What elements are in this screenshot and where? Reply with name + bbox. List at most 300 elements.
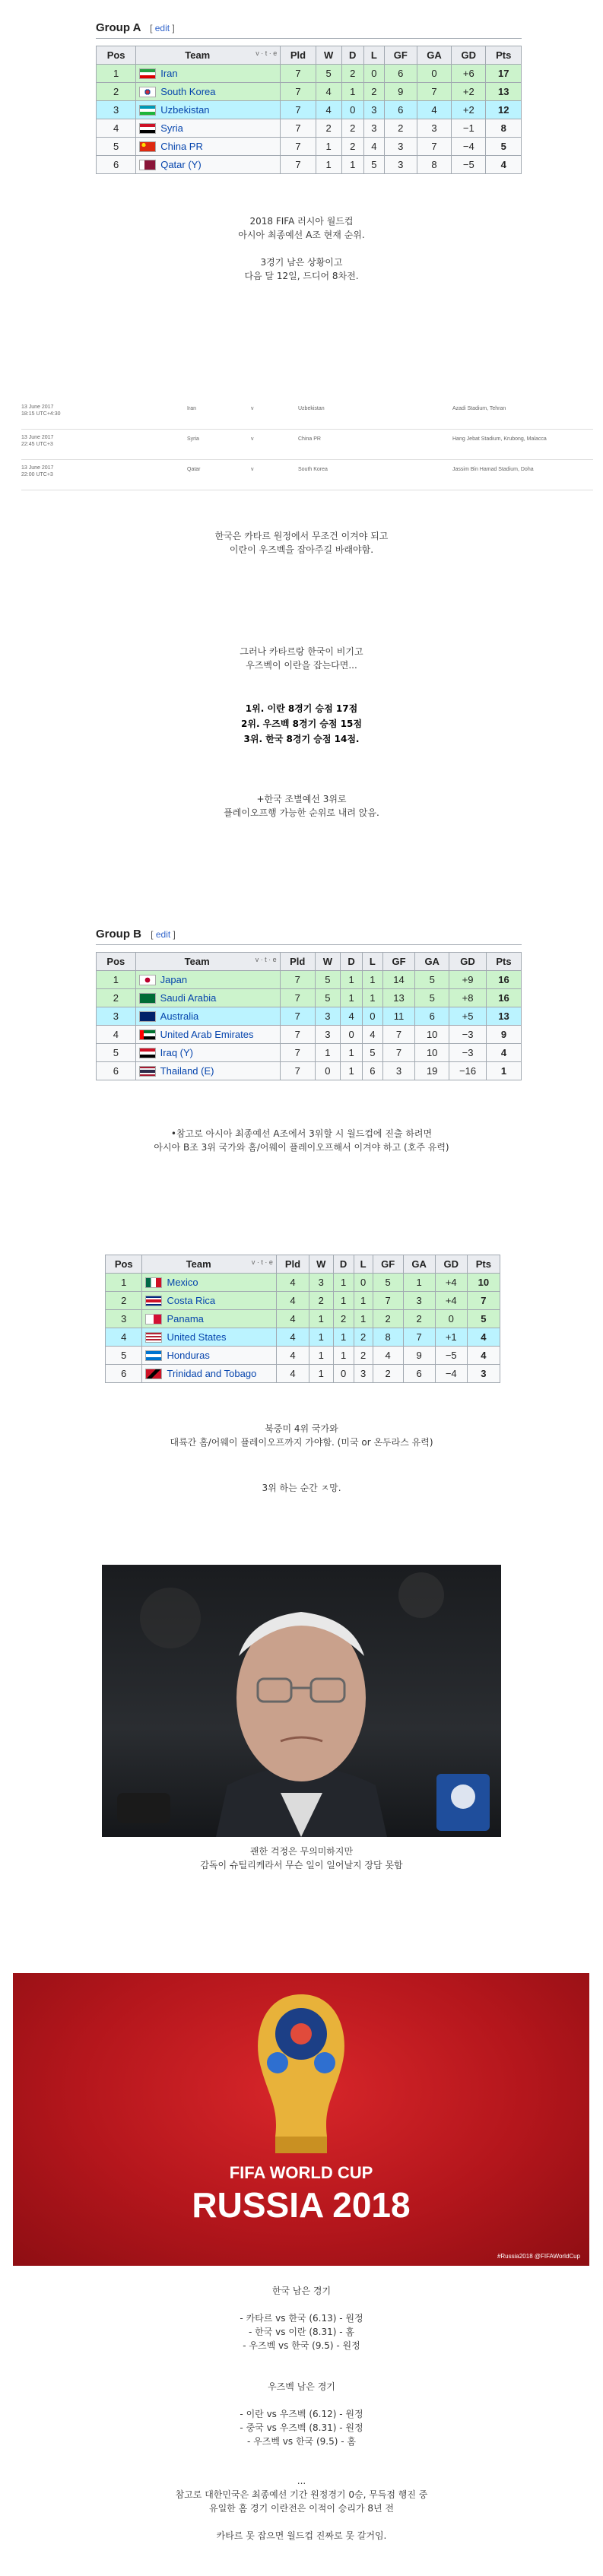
team-cell <box>142 1274 276 1292</box>
w-cell: 1 <box>316 156 341 174</box>
gf-cell: 7 <box>373 1292 403 1310</box>
pts-cell: 16 <box>486 971 521 989</box>
w-cell: 4 <box>316 83 341 101</box>
w-cell: 1 <box>316 138 341 156</box>
column-header: W <box>315 953 340 971</box>
gf-cell: 2 <box>373 1365 403 1383</box>
group-b-title: Group B <box>96 928 141 941</box>
pts-cell: 5 <box>486 138 522 156</box>
pld-cell: 7 <box>281 101 316 119</box>
l-cell: 4 <box>363 138 384 156</box>
l-cell: 0 <box>363 65 384 83</box>
pld-cell: 4 <box>276 1347 309 1365</box>
w-cell: 1 <box>309 1365 333 1383</box>
vte-links[interactable]: v · t · e <box>255 49 278 57</box>
mexico-flag-icon <box>145 1277 162 1288</box>
caption-line: 그러나 카타르랑 한국이 비기고 <box>240 646 363 657</box>
gf-cell: 3 <box>384 156 417 174</box>
caption-line: ... <box>297 2476 306 2486</box>
pos-cell: 6 <box>106 1365 142 1383</box>
match-away[interactable]: Uzbekistan <box>298 406 325 411</box>
team-link[interactable]: Saudi Arabia <box>160 991 217 1004</box>
ga-cell: 9 <box>403 1347 435 1365</box>
l-cell: 5 <box>363 156 384 174</box>
column-header: GF <box>384 46 417 65</box>
column-header: GF <box>373 1255 403 1274</box>
gd-cell: 0 <box>435 1310 467 1328</box>
column-header: W <box>316 46 341 65</box>
caption-line: +한국 조별예선 3위로 <box>256 794 347 804</box>
caption-line: •참고로 아시아 최종예선 A조에서 3위할 시 월드컵에 진출 하려면 <box>170 1128 433 1139</box>
match-date: 13 June 2017 <box>21 435 54 440</box>
pos-cell: 5 <box>97 138 136 156</box>
column-header: Pos <box>106 1255 142 1274</box>
match-row <box>0 404 603 427</box>
w-cell: 3 <box>315 1007 340 1026</box>
gf-cell: 9 <box>384 83 417 101</box>
pts-cell: 4 <box>467 1347 500 1365</box>
column-header: W <box>309 1255 333 1274</box>
pos-cell: 5 <box>97 1044 136 1062</box>
pld-cell: 7 <box>280 1026 315 1044</box>
match-home[interactable]: Iran <box>187 406 197 411</box>
team-cell <box>135 1026 280 1044</box>
pts-cell: 12 <box>486 101 522 119</box>
gd-cell: +2 <box>452 83 486 101</box>
table-row <box>97 1062 522 1080</box>
column-header: Pos <box>97 46 136 65</box>
group-b-edit-link[interactable]: edit <box>155 929 171 940</box>
caption-line: - 카타르 vs 한국 (6.13) - 원정 <box>240 2313 363 2324</box>
poster-line2: RUSSIA 2018 <box>192 2185 411 2225</box>
team-link[interactable]: Japan <box>160 973 188 985</box>
gf-cell: 6 <box>384 101 417 119</box>
d-cell: 1 <box>341 989 363 1007</box>
d-cell: 0 <box>341 1026 363 1044</box>
l-cell: 1 <box>354 1310 373 1328</box>
pos-cell: 1 <box>97 65 136 83</box>
caption-line: 북중미 4위 국가와 <box>265 1423 338 1434</box>
pld-cell: 7 <box>281 138 316 156</box>
caption-line: 2018 FIFA 러시아 월드컵 <box>249 216 354 227</box>
column-header: GA <box>417 46 451 65</box>
l-cell: 2 <box>354 1328 373 1347</box>
column-header: Pld <box>276 1255 309 1274</box>
ga-cell: 3 <box>403 1292 435 1310</box>
edit-link-wrap: [ edit ] <box>150 23 175 33</box>
pos-cell: 6 <box>97 1062 136 1080</box>
caption-line: 괜한 걱정은 무의미하지만 <box>249 1846 354 1857</box>
pos-cell: 1 <box>97 971 136 989</box>
caption-line: - 우즈벡 vs 한국 (9.5) - 원정 <box>243 2340 360 2351</box>
gf-cell: 14 <box>382 971 415 989</box>
pts-cell: 16 <box>486 989 521 1007</box>
match-venue: Azadi Stadium, Tehran <box>452 406 506 411</box>
costa-rica-flag-icon <box>145 1296 162 1306</box>
world-cup-poster <box>13 1973 589 2266</box>
column-header: Pos <box>97 953 136 971</box>
d-cell: 2 <box>341 119 363 138</box>
pos-cell: 6 <box>97 156 136 174</box>
w-cell: 5 <box>316 65 341 83</box>
trinidad-flag-icon <box>145 1369 162 1379</box>
table-row <box>97 1044 522 1062</box>
ga-cell: 5 <box>415 989 449 1007</box>
caption-line: - 우즈벡 vs 한국 (9.5) - 홈 <box>247 2436 356 2447</box>
iran-flag-icon <box>139 68 156 79</box>
l-cell: 3 <box>363 119 384 138</box>
team-cell <box>136 119 281 138</box>
ga-cell: 0 <box>417 65 451 83</box>
china-flag-icon <box>139 141 156 152</box>
w-cell: 3 <box>315 1026 340 1044</box>
vte-links[interactable]: v · t · e <box>251 1258 273 1266</box>
ga-cell: 7 <box>417 83 451 101</box>
team-link[interactable]: United States <box>167 1331 227 1343</box>
pts-cell: 7 <box>467 1292 500 1310</box>
gd-cell: +4 <box>435 1292 467 1310</box>
pld-cell: 7 <box>280 1062 315 1080</box>
w-cell: 4 <box>316 101 341 119</box>
table-row <box>106 1274 500 1292</box>
pld-cell: 7 <box>280 1044 315 1062</box>
column-header: Team v · t · e <box>135 953 280 971</box>
pts-cell: 4 <box>486 1044 521 1062</box>
column-header: Team v · t · e <box>142 1255 276 1274</box>
scenario-standings <box>0 701 603 747</box>
match-venue: Hang Jebat Stadium, Krubong, Malacca <box>452 436 547 442</box>
d-cell: 0 <box>333 1365 354 1383</box>
ga-cell: 1 <box>403 1274 435 1292</box>
table-row <box>106 1292 500 1310</box>
team-link[interactable]: Iraq (Y) <box>160 1046 193 1058</box>
saudi-arabia-flag-icon <box>139 993 156 1004</box>
column-header: L <box>354 1255 373 1274</box>
versus-mark: v <box>251 467 254 472</box>
pld-cell: 4 <box>276 1310 309 1328</box>
team-link[interactable]: Thailand (E) <box>160 1064 214 1077</box>
column-header: D <box>341 953 363 971</box>
ga-cell: 8 <box>417 156 451 174</box>
l-cell: 4 <box>363 1026 383 1044</box>
pos-cell: 2 <box>97 83 136 101</box>
pld-cell: 4 <box>276 1328 309 1347</box>
pld-cell: 4 <box>276 1292 309 1310</box>
versus-mark: v <box>251 406 254 411</box>
table-row <box>97 83 522 101</box>
team-cell <box>142 1310 276 1328</box>
match-date: 13 June 2017 <box>21 404 54 410</box>
d-cell: 4 <box>341 1007 363 1026</box>
japan-flag-icon <box>139 975 156 985</box>
match-away[interactable]: South Korea <box>298 467 328 472</box>
gf-cell: 13 <box>382 989 415 1007</box>
d-cell: 1 <box>333 1292 354 1310</box>
w-cell: 1 <box>315 1044 340 1062</box>
gd-cell: −4 <box>452 138 486 156</box>
table-row <box>97 156 522 174</box>
column-header: D <box>333 1255 354 1274</box>
ga-cell: 2 <box>403 1310 435 1328</box>
caption-line: 참고로 대한민국은 최종예선 기간 원정경기 0승, 무득점 행진 중 <box>175 2489 428 2500</box>
pts-cell: 5 <box>467 1310 500 1328</box>
l-cell: 2 <box>363 83 384 101</box>
l-cell: 5 <box>363 1044 383 1062</box>
pos-cell: 1 <box>106 1274 142 1292</box>
panama-flag-icon <box>145 1314 162 1324</box>
l-cell: 0 <box>354 1274 373 1292</box>
l-cell: 2 <box>354 1347 373 1365</box>
uae-flag-icon <box>139 1029 156 1040</box>
group-b-heading <box>96 928 176 941</box>
caption-line: 아시아 최종예선 A조 현재 순위. <box>238 230 365 240</box>
ga-cell: 7 <box>403 1328 435 1347</box>
ga-cell: 6 <box>403 1365 435 1383</box>
gf-cell: 11 <box>382 1007 415 1026</box>
column-header: Pts <box>486 46 522 65</box>
gf-cell: 6 <box>384 65 417 83</box>
ga-cell: 10 <box>415 1044 449 1062</box>
team-link[interactable]: Panama <box>167 1312 204 1324</box>
pld-cell: 7 <box>280 989 315 1007</box>
team-cell <box>136 156 281 174</box>
d-cell: 1 <box>341 83 363 101</box>
table-row <box>106 1347 500 1365</box>
match-away[interactable]: China PR <box>298 436 321 442</box>
d-cell: 1 <box>333 1347 354 1365</box>
pts-cell: 4 <box>486 156 522 174</box>
table-row <box>97 971 522 989</box>
group-b-table <box>96 952 522 1080</box>
w-cell: 5 <box>315 971 340 989</box>
pts-cell: 4 <box>467 1328 500 1347</box>
d-cell: 1 <box>341 156 363 174</box>
gf-cell: 7 <box>382 1026 415 1044</box>
group-a-heading <box>96 21 175 34</box>
ga-cell: 6 <box>415 1007 449 1026</box>
gd-cell: −3 <box>449 1026 487 1044</box>
team-cell <box>142 1347 276 1365</box>
team-link[interactable]: China PR <box>160 140 203 152</box>
w-cell: 1 <box>309 1310 333 1328</box>
l-cell: 3 <box>363 101 384 119</box>
d-cell: 1 <box>333 1328 354 1347</box>
team-cell <box>136 138 281 156</box>
pts-cell: 17 <box>486 65 522 83</box>
column-header: L <box>363 953 383 971</box>
gd-cell: −1 <box>452 119 486 138</box>
honduras-flag-icon <box>145 1350 162 1361</box>
group-b-caption <box>0 1127 603 1154</box>
team-cell <box>142 1292 276 1310</box>
w-cell: 5 <box>315 989 340 1007</box>
ga-cell: 4 <box>417 101 451 119</box>
d-cell: 2 <box>341 138 363 156</box>
group-a-caption <box>0 214 603 283</box>
team-link[interactable]: Syria <box>160 122 183 134</box>
caption-line: 이란이 우즈벡을 잡아주길 바래야함. <box>229 544 374 555</box>
poster-social: #Russia2018 @FIFAWorldCup <box>497 2253 580 2260</box>
gf-cell: 3 <box>384 138 417 156</box>
gd-cell: +2 <box>452 101 486 119</box>
ga-cell: 3 <box>417 119 451 138</box>
scenario-caption <box>0 529 603 557</box>
match-divider <box>21 429 593 430</box>
caption-line: 3위. 한국 8경기 승점 14점. <box>243 734 360 744</box>
team-cell <box>142 1365 276 1383</box>
ga-cell: 19 <box>415 1062 449 1080</box>
table-row <box>97 138 522 156</box>
team-link[interactable]: Qatar (Y) <box>160 158 202 170</box>
coach-portrait-svg <box>102 1565 501 1837</box>
team-cell <box>142 1328 276 1347</box>
gd-cell: +9 <box>449 971 487 989</box>
team-link[interactable]: South Korea <box>160 85 216 97</box>
match-home[interactable]: Qatar <box>187 467 201 472</box>
caption-line <box>0 2515 603 2529</box>
pts-cell: 1 <box>486 1062 521 1080</box>
match-home[interactable]: Syria <box>187 436 199 442</box>
heading-divider <box>96 38 522 39</box>
pts-cell: 3 <box>467 1365 500 1383</box>
team-link[interactable]: Costa Rica <box>167 1294 216 1306</box>
pos-cell: 3 <box>97 101 136 119</box>
team-link[interactable]: Iran <box>160 67 178 79</box>
pos-cell: 4 <box>97 1026 136 1044</box>
gd-cell: −4 <box>435 1365 467 1383</box>
d-cell: 1 <box>341 1044 363 1062</box>
team-link[interactable]: Trinidad and Tobago <box>167 1367 257 1379</box>
match-divider <box>21 459 593 460</box>
column-header: GA <box>415 953 449 971</box>
team-link[interactable]: Honduras <box>167 1349 210 1361</box>
match-time: 22:45 UTC+3 <box>21 442 53 447</box>
pts-cell: 13 <box>486 1007 521 1026</box>
ga-cell: 5 <box>415 971 449 989</box>
pld-cell: 4 <box>276 1365 309 1383</box>
l-cell: 1 <box>363 971 383 989</box>
pos-cell: 4 <box>106 1328 142 1347</box>
photo-caption <box>0 1845 603 1872</box>
vte-links[interactable]: v · t · e <box>255 956 277 963</box>
last-caption: 3위 하는 순간 ㅈ망. <box>262 1483 341 1493</box>
l-cell: 1 <box>363 989 383 1007</box>
w-cell: 3 <box>309 1274 333 1292</box>
l-cell: 0 <box>363 1007 383 1026</box>
d-cell: 2 <box>341 65 363 83</box>
match-time: 18:15 UTC+4:30 <box>21 411 61 417</box>
edit-link-wrap: [ edit ] <box>151 929 176 940</box>
poster-line1: FIFA WORLD CUP <box>229 2163 373 2182</box>
pos-cell: 3 <box>97 1007 136 1026</box>
pld-cell: 7 <box>281 83 316 101</box>
table-row <box>106 1365 500 1383</box>
team-cell <box>135 1007 280 1026</box>
d-cell: 1 <box>333 1274 354 1292</box>
versus-mark: v <box>251 436 254 442</box>
d-cell: 0 <box>341 101 363 119</box>
caption-line: 대륙간 홈/어웨이 플레이오프까지 가야함. (미국 or 온두라스 유력) <box>170 1437 433 1448</box>
team-link[interactable]: Mexico <box>167 1276 198 1288</box>
pos-cell: 2 <box>97 989 136 1007</box>
team-cell <box>135 971 280 989</box>
match-row <box>0 435 603 458</box>
team-cell <box>135 1044 280 1062</box>
gf-cell: 3 <box>382 1062 415 1080</box>
scenario-caption-2 <box>0 645 603 672</box>
gd-cell: +4 <box>435 1274 467 1292</box>
l-cell: 1 <box>354 1292 373 1310</box>
w-cell: 2 <box>309 1292 333 1310</box>
column-header: Pts <box>467 1255 500 1274</box>
team-cell <box>136 101 281 119</box>
d-cell: 1 <box>341 971 363 989</box>
gd-cell: +5 <box>449 1007 487 1026</box>
team-link[interactable]: United Arab Emirates <box>160 1028 254 1040</box>
caption-line: 감독이 슈틸리케라서 무슨 일이 일어날지 장담 못함 <box>200 1860 403 1870</box>
pld-cell: 7 <box>281 156 316 174</box>
match-time: 22:00 UTC+3 <box>21 472 53 477</box>
gf-cell: 5 <box>373 1274 403 1292</box>
gd-cell: −5 <box>435 1347 467 1365</box>
caption-line: 플레이오프행 가능한 순위로 내려 앉음. <box>224 807 379 818</box>
caption-line: 유일한 홈 경기 이란전은 이적이 승리가 8년 전 <box>209 2503 394 2514</box>
gd-cell: −5 <box>452 156 486 174</box>
caption-line: - 중국 vs 우즈벡 (8.31) - 원정 <box>240 2422 363 2433</box>
australia-flag-icon <box>139 1011 156 1022</box>
caption-line <box>0 242 603 255</box>
caption-line: - 한국 vs 이란 (8.31) - 홈 <box>249 2327 354 2337</box>
concacaf-caption <box>0 1422 603 1449</box>
column-header: Pld <box>281 46 316 65</box>
table-row <box>97 119 522 138</box>
gf-cell: 4 <box>373 1347 403 1365</box>
gd-cell: +1 <box>435 1328 467 1347</box>
caption-line: 아시아 B조 3위 국가와 홈/어웨이 플레이오프해서 이겨야 하고 (호주 유력) <box>154 1142 449 1153</box>
pos-cell: 2 <box>106 1292 142 1310</box>
team-link[interactable]: Uzbekistan <box>160 103 210 116</box>
w-cell: 1 <box>309 1328 333 1347</box>
south-korea-flag-icon <box>139 87 156 97</box>
column-header: GD <box>435 1255 467 1274</box>
table-row <box>97 989 522 1007</box>
group-a-edit-link[interactable]: edit <box>154 23 170 33</box>
caption-line: 한국은 카타르 원정에서 무조건 이겨야 되고 <box>214 531 389 541</box>
pts-cell: 9 <box>486 1026 521 1044</box>
team-cell <box>135 1062 280 1080</box>
pts-cell: 13 <box>486 83 522 101</box>
pos-cell: 4 <box>97 119 136 138</box>
gd-cell: +8 <box>449 989 487 1007</box>
column-header: Pld <box>280 953 315 971</box>
team-link[interactable]: Australia <box>160 1010 199 1022</box>
team-cell <box>136 65 281 83</box>
pld-cell: 7 <box>280 971 315 989</box>
w-cell: 1 <box>309 1347 333 1365</box>
pld-cell: 7 <box>281 65 316 83</box>
pos-cell: 5 <box>106 1347 142 1365</box>
caption-line: 우즈벡이 이란을 잡는다면... <box>246 660 357 671</box>
gd-cell: −3 <box>449 1044 487 1062</box>
caption-line: 1위. 이란 8경기 승점 17점 <box>245 703 358 714</box>
gf-cell: 2 <box>384 119 417 138</box>
qatar-flag-icon <box>139 160 156 170</box>
table-row <box>97 65 522 83</box>
caption-line: 다음 달 12일, 드디어 8차전. <box>244 271 359 281</box>
pld-cell: 7 <box>281 119 316 138</box>
pld-cell: 7 <box>280 1007 315 1026</box>
usa-flag-icon <box>145 1332 162 1343</box>
